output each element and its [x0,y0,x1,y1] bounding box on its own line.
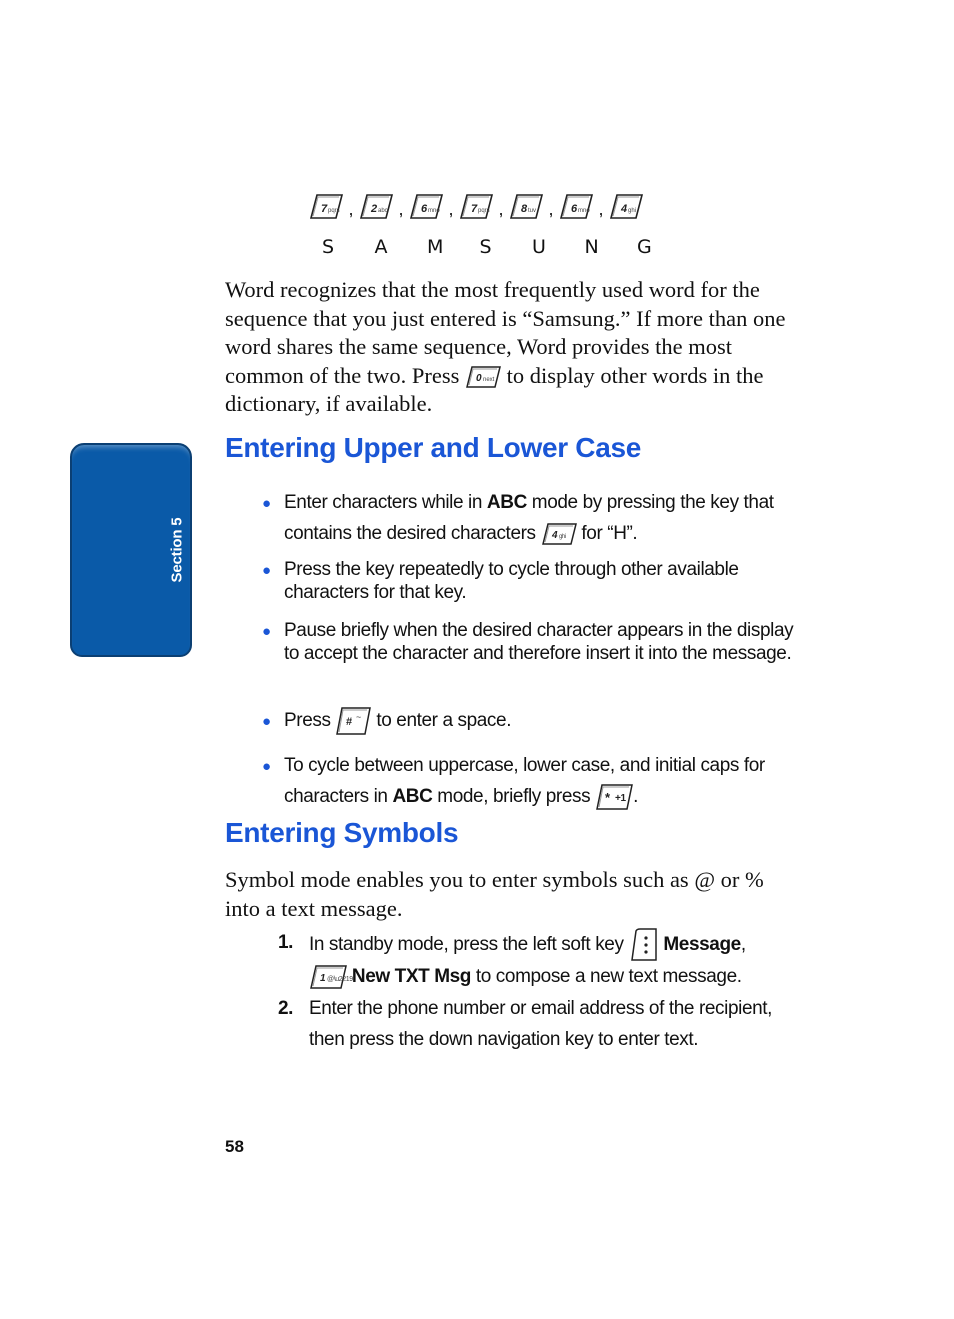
bullet-dot: ● [262,495,271,512]
svg-text:+1: +1 [615,792,626,804]
key-4-icon [608,192,644,220]
bullet-text: to enter a space. [371,710,512,731]
key-8-icon [508,192,544,220]
bullet-text: To cycle between uppercase, lower case, and initial caps for characters in [284,755,765,807]
key-star-icon [595,783,633,811]
menu-label-new-txt-msg: New TXT Msg [351,966,471,987]
key-2-icon [358,192,394,220]
intro-text: Word recognizes that the most frequently used word for the sequence that you just entered is “Samsung.” If more than one word shares the same sequence, Word provides the most common of the two. Press [225,277,786,388]
bullet-text: for “H”. [576,523,638,544]
separator-comma: , [498,199,504,219]
key-0-icon [465,365,501,389]
bullet-text: mode, briefly press [432,786,591,807]
step-text: to compose a new text message. [471,966,742,987]
svg-text:*: * [605,789,610,805]
letter: A [374,236,388,258]
step-text: , [740,934,746,956]
step-text: Enter the phone number or email address of the recipient, then press the down navigation key to enter text. [309,998,773,1050]
svg-text:tuv: tuv [528,208,537,214]
svg-text:8: 8 [521,203,528,215]
bullet-text: . [633,786,638,807]
bullet-text: Pause briefly when the desired character appears in the display to accept the character and therefore insert it into the message. [284,620,794,664]
svg-text:@\u2219: @\u2219 [327,975,353,983]
mode-label: ABC [486,492,527,513]
section-tab-label: Section 5 [168,517,186,583]
step-text: In standby mode, press the left soft key [309,934,624,956]
key-1-icon [309,964,353,990]
bullet-text: Enter characters while in [284,492,487,513]
svg-text:6: 6 [421,203,428,215]
step-item [278,994,798,1055]
left-soft-key-icon [628,928,658,962]
svg-text:mno: mno [578,208,590,214]
mode-label: ABC [392,786,433,807]
separator-comma: , [548,199,554,219]
svg-text:ghi: ghi [558,533,566,540]
svg-text:4: 4 [551,529,557,541]
menu-label-message: Message [663,934,741,956]
svg-text:#: # [346,715,353,728]
letter: N [584,236,599,258]
step-item [278,928,798,992]
svg-text:pqrs: pqrs [478,208,490,214]
section-heading-symbols: Entering Symbols [225,817,459,848]
bullet-text: Press the key repeatedly to cycle through other available characters for that key. [284,559,739,603]
symbols-paragraph: Symbol mode enables you to enter symbols such as @ or % into a text message. [225,867,764,921]
list-item [262,705,802,737]
svg-text:7: 7 [471,203,478,215]
list-item [262,558,802,604]
letter: U [532,236,546,258]
svg-text:ghi: ghi [628,208,637,214]
letter: G [637,236,652,258]
key-sequence [308,192,644,226]
step-number: 2. [278,998,294,1019]
bullet-dot: ● [262,562,271,579]
section-heading-upper-lower: Entering Upper and Lower Case [225,432,642,463]
separator-comma: , [398,199,404,219]
key-letters [316,236,684,258]
list-item [262,487,802,549]
separator-comma: , [598,199,604,219]
svg-text:4: 4 [621,203,628,215]
separator-comma: , [348,199,354,219]
bullet-dot: ● [262,623,271,640]
svg-text:next: next [482,377,495,384]
key-pound-icon [335,706,371,736]
list-item [262,619,802,665]
letter: S [322,236,335,258]
letter: M [427,236,444,258]
bullet-dot: ● [262,758,271,775]
key-7-icon [308,192,344,220]
letter: S [479,236,492,258]
page-number: 58 [225,1137,244,1156]
svg-text:abc: abc [378,208,388,214]
svg-text:0: 0 [475,373,482,385]
svg-text:1: 1 [320,972,326,984]
svg-text:7: 7 [321,203,328,215]
separator-comma: , [448,199,454,219]
svg-text:2: 2 [371,203,378,215]
svg-text:~: ~ [356,711,362,722]
key-7-icon [458,192,494,220]
key-6-icon [558,192,594,220]
bullet-text: mode by pressing the key that contains the desired characters [284,492,774,544]
key-4-icon [541,522,577,546]
svg-text:pqrs: pqrs [328,208,340,214]
bullet-dot: ● [262,713,271,730]
intro-paragraph [225,276,797,419]
svg-text:6: 6 [571,203,578,215]
svg-text:mno: mno [428,208,440,214]
intro-text-tail: to display other words in the dictionary, if available. [225,362,764,416]
list-item [262,750,802,812]
key-6-icon [408,192,444,220]
bullet-text: Press [284,710,331,731]
step-number: 1. [278,932,294,953]
